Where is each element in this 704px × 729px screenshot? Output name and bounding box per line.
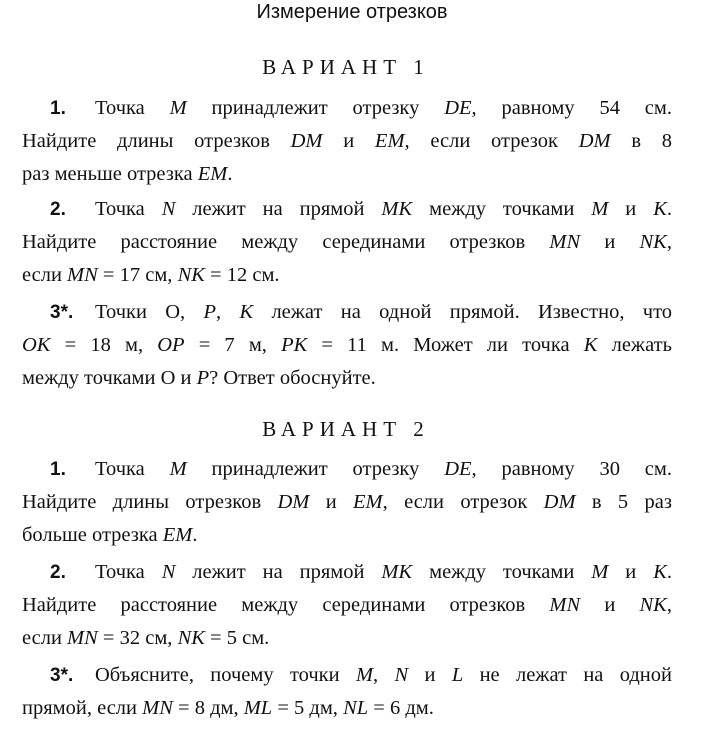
problem-line: Найдите расстояние между серединами отрезков MN и NK, <box>22 231 672 253</box>
problem-line: 3*. Точки О, P, K лежат на одной прямой. Известно, что <box>22 296 672 329</box>
variant-2-problem-2 <box>22 556 672 655</box>
problem-line: Найдите длины отрезков DM и EM, если отрезок DM в 8 <box>22 130 672 152</box>
problem-line: больше отрезка EM. <box>22 524 198 546</box>
problem-line: если MN = 17 см, NK = 12 см. <box>22 264 280 286</box>
variant-1-problem-1 <box>22 92 672 191</box>
problem-line: раз меньше отрезка EM. <box>22 163 233 185</box>
problem-number: 3*. <box>50 302 74 323</box>
problem-line: 2. Точка N лежит на прямой MK между точками M и K. <box>22 193 672 226</box>
problem-line: 3*. Объясните, почему точки M, N и L не лежат на одной <box>22 659 672 692</box>
variant-2-problem-1 <box>22 453 672 552</box>
problem-number: 2. <box>50 562 66 583</box>
problem-line: между точками О и P? Ответ обоснуйте. <box>22 367 376 389</box>
variant-1-problem-3 <box>22 296 672 395</box>
problem-line: Найдите длины отрезков DM и EM, если отрезок DM в 5 раз <box>22 491 672 513</box>
problem-line: если MN = 32 см, NK = 5 см. <box>22 627 270 649</box>
problem-number: 1. <box>50 98 66 119</box>
problem-number: 1. <box>50 459 66 480</box>
problem-number: 2. <box>50 199 66 220</box>
variant-2-problem-3 <box>22 659 672 725</box>
problem-line: 1. Точка M принадлежит отрезку DE, равному 54 см. <box>22 92 672 125</box>
variant-2-heading: ВАРИАНТ 2 <box>262 417 430 441</box>
variant-1-problem-2 <box>22 193 672 292</box>
problem-line: 1. Точка M принадлежит отрезку DE, равному 30 см. <box>22 453 672 486</box>
problem-number: 3*. <box>50 665 74 686</box>
problem-line: OK = 18 м, OP = 7 м, PK = 11 м. Может ли точка K лежать <box>22 334 672 356</box>
problem-line: прямой, если MN = 8 дм, ML = 5 дм, NL = 6 дм. <box>22 697 434 719</box>
variant-1-heading: ВАРИАНТ 1 <box>262 55 430 79</box>
problem-line: 2. Точка N лежит на прямой MK между точками M и K. <box>22 556 672 589</box>
document-title: Измерение отрезков <box>256 1 448 23</box>
problem-line: Найдите расстояние между серединами отрезков MN и NK, <box>22 594 672 616</box>
